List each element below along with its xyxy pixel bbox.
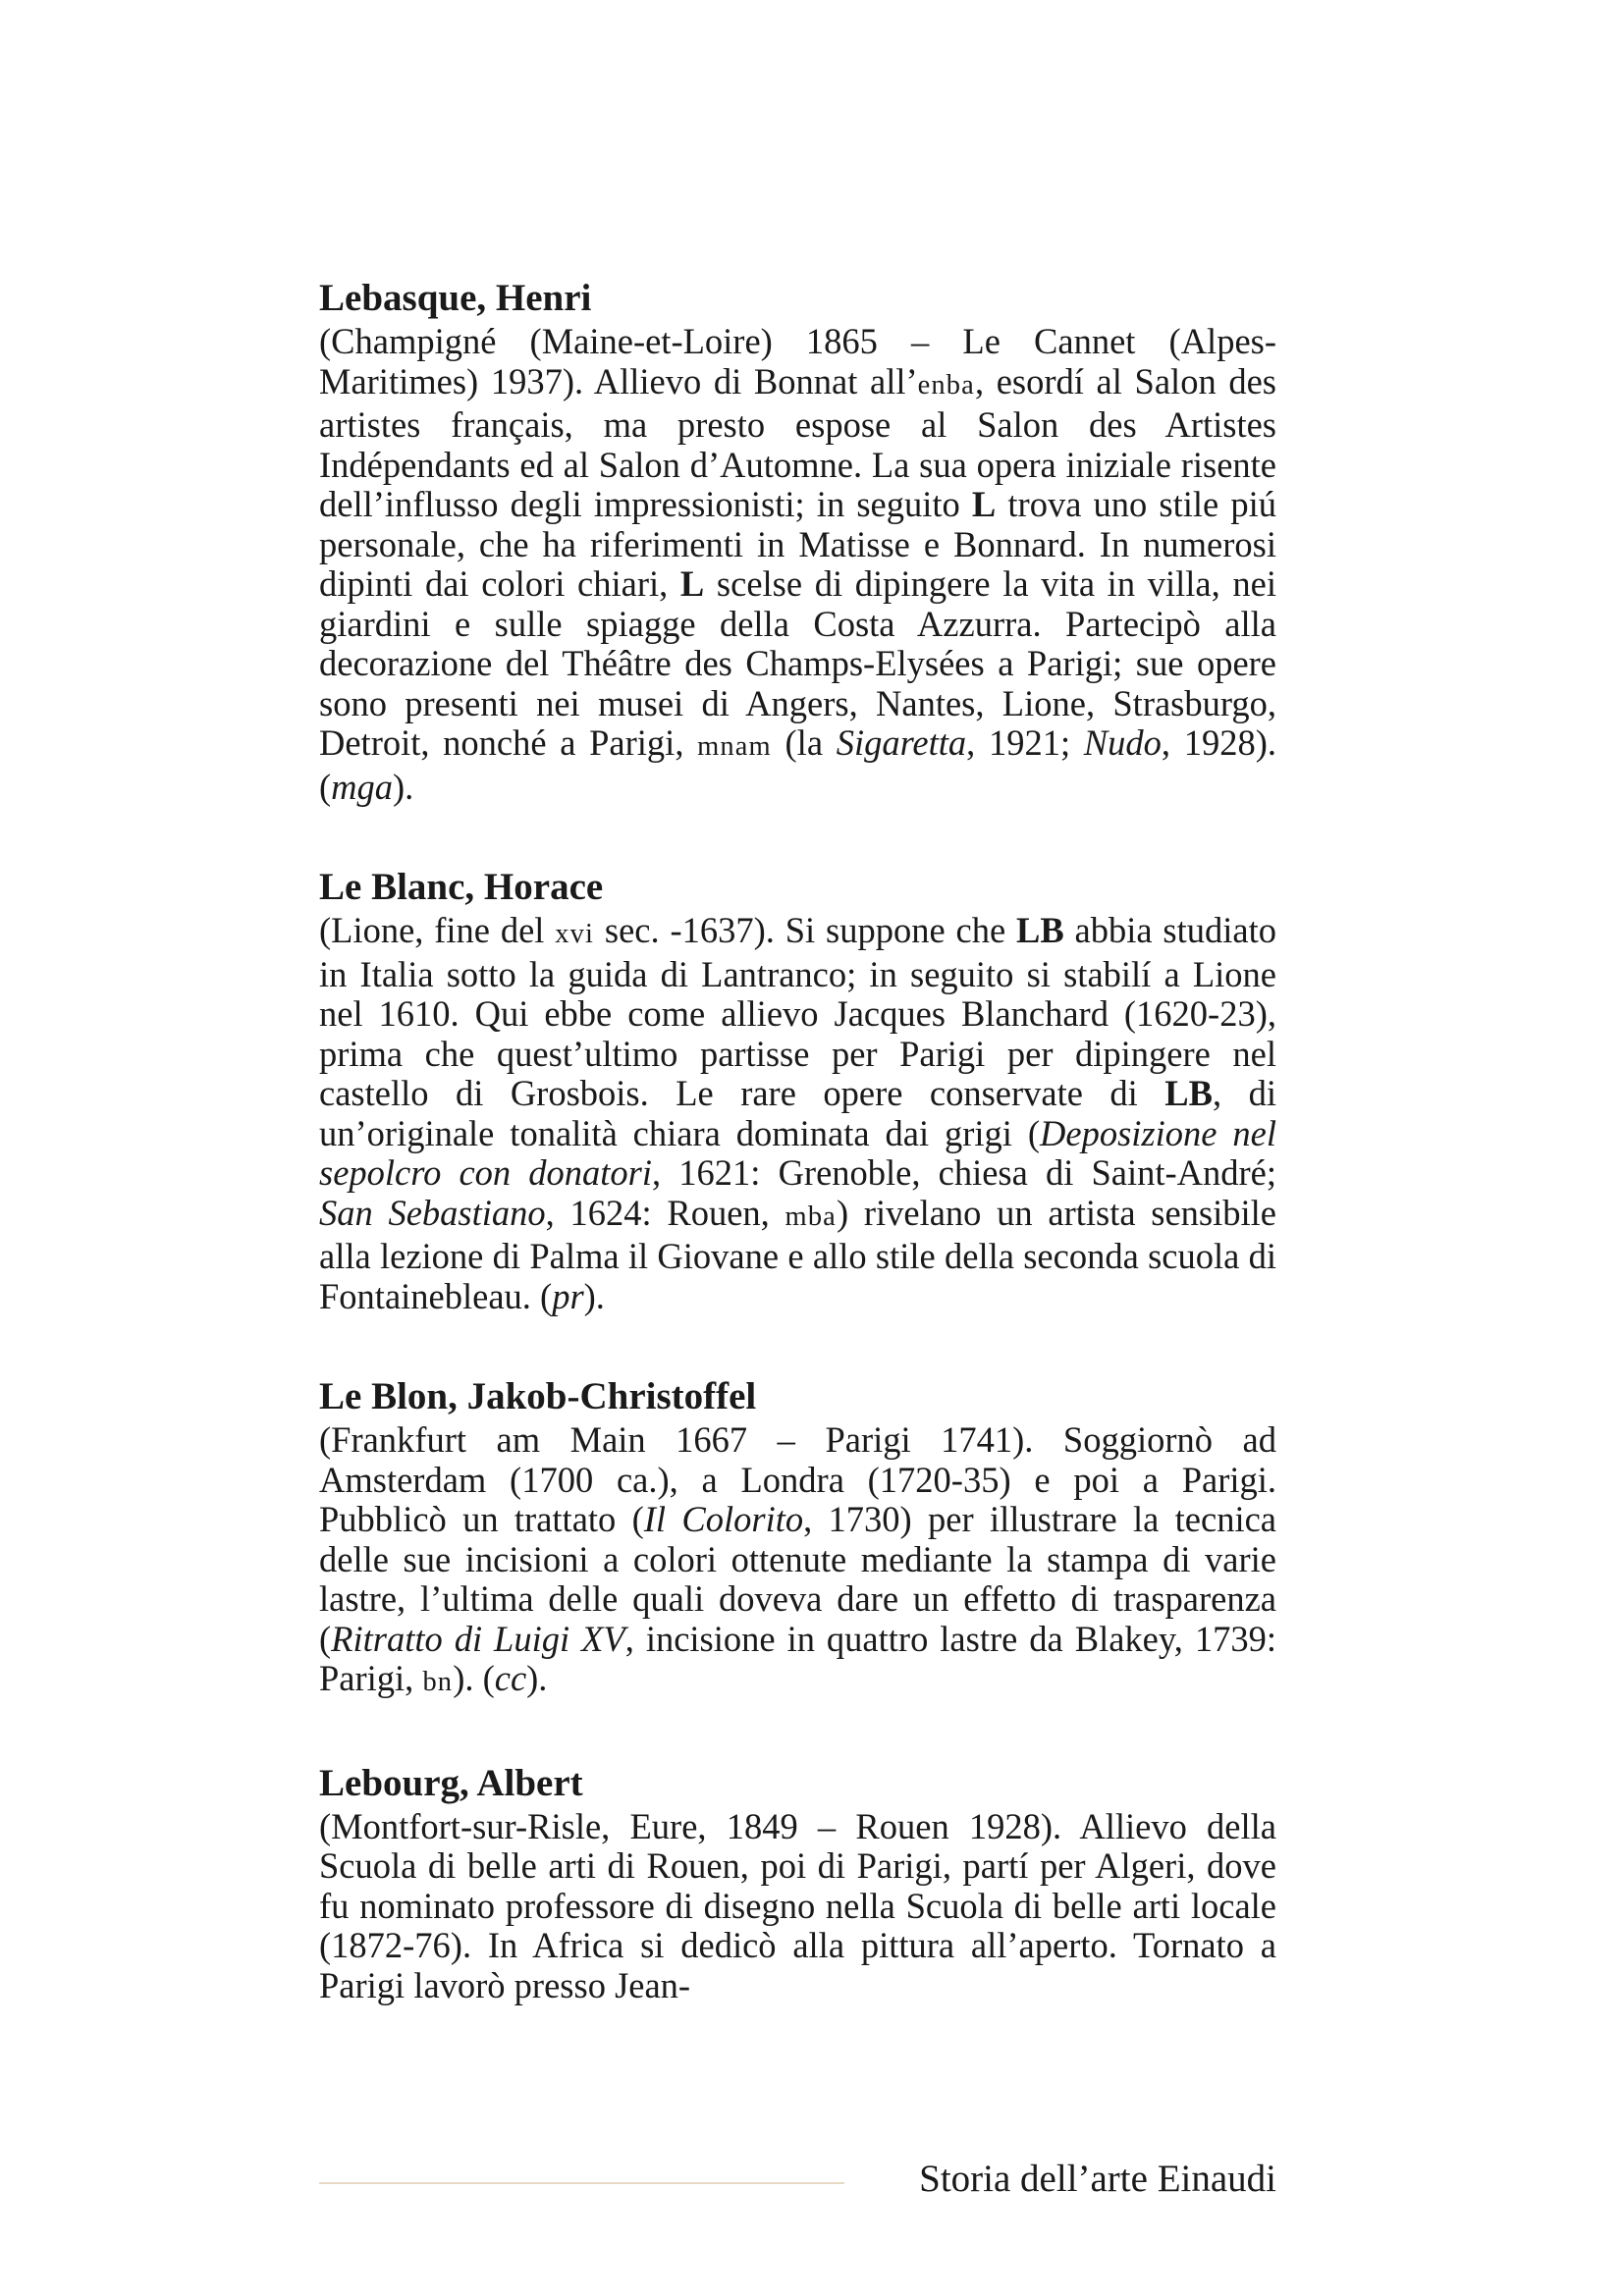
entry-title: Le Blanc, Horace [319,866,604,908]
body-text: , 1621: Grenoble, chiesa di Saint-André; [652,1152,1276,1193]
body-text: ) rivelano un artista sensibile alla lezione di Palma il Giovane e allo stile della seconda scuola di Fontainebleau. ( [319,1192,1277,1316]
body-text: (Lione, fine del [319,910,556,950]
footer-rule [319,2182,844,2184]
italic-text: Sigaretta [836,722,967,763]
entry-title: Le Blon, Jakob-Christoffel [319,1375,757,1417]
body-text: sec. -1637). Si suppone che [594,910,1016,950]
body-text: , 1730) per illustrare la tecnica delle sue incisioni a colori ottenute mediante la stampa di varie lastre, l’ultima delle quali doveva dare un effetto di trasparenza ( [319,1499,1276,1659]
body-text: , 1921; [966,722,1084,763]
body-text: ). [583,1275,605,1316]
body-text: , incisione in quattro lastre da Blakey, 1739: Parigi, [319,1618,1276,1698]
italic-text: Nudo [1083,722,1162,763]
body-text: trova uno stile piú personale, che ha riferimenti in Matisse e Bonnard. In numerosi dipinti dai colori chiari, [319,484,1277,604]
body-text: (Frankfurt am Main 1667 – Parigi 1741). Soggiornò ad Amsterdam (1700 ca.), a Londra (1720-35) e poi a Parigi. Pubblicò un trattato ( [319,1419,1276,1539]
page-footer [319,2155,1276,2204]
italic-text: Ritratto di Luigi XV [331,1618,625,1659]
small-caps-abbrev: mba [784,1201,837,1232]
italic-text: cc [494,1658,527,1698]
entry-body [319,322,1276,807]
italic-text: Il Colorito [643,1499,804,1539]
small-caps-abbrev: enba [917,369,975,400]
body-text: , di un’originale tonalità chiara dominata dai grigi ( [319,1073,1276,1153]
body-text: , esordí al Salon des artistes français, ma presto espose al Salon des Artistes Indépendants ed al Salon d’Automne. La sua opera iniziale risente dell’influsso degli impressionisti; in seguito [319,360,1276,524]
italic-text: pr [552,1275,584,1316]
bold-initials: L [679,563,705,604]
bold-initials: L [971,484,997,524]
italic-text: Deposizione nel sepolcro con donatori [319,1112,1276,1193]
body-text: (Montfort-sur-Risle, Eure, 1849 – Rouen 1928). Allievo della Scuola di belle arti di Rouen, poi di Parigi, partí per Algeri, dove fu nominato professore di disegno nella Scuola di belle arti locale (1872-76). In Africa si dedicò alla pittura all’aperto. Tornato a Parigi lavorò presso Jean- [319,1805,1276,2005]
page-content [319,277,1276,2064]
body-text: abbia studiato in Italia sotto la guida di Lantranco; in seguito si stabilí a Lione nel 1610. Qui ebbe come allievo Jacques Blanchard (1620-23), prima che quest’ultimo partisse per Parigi per dipingere nel castello di Grosbois. Le rare opere conservate di [319,910,1276,1113]
bold-initials: LB [1164,1073,1213,1113]
body-text: scelse di dipingere la vita in villa, nei giardini e sulle spiagge della Costa Azzurra. Partecipò alla decorazione del Théâtre des Champs-Elysées a Parigi; sue opere sono presenti nei musei di Angers, Nantes, Lione, Strasburgo, Detroit, nonché a Parigi, [319,563,1276,763]
small-caps-abbrev: xvi [555,919,595,949]
italic-text: mga [331,766,394,807]
small-caps-abbrev: mnam [697,731,772,762]
entry-le-blon [319,1375,1276,1703]
body-text: , 1624: Rouen, [545,1192,785,1233]
bold-initials: LB [1016,910,1064,950]
entry-title: Lebourg, Albert [319,1761,583,1804]
body-text: ). [526,1658,548,1698]
entry-body [319,1807,1276,2006]
entry-body [319,1420,1276,1703]
body-text: ). ( [453,1658,495,1698]
entry-title: Lebasque, Henri [319,277,592,319]
body-text: , 1928). ( [319,722,1276,807]
entry-body [319,911,1276,1316]
body-text: (la [771,722,837,763]
body-text: ). [393,766,414,807]
entry-lebasque [319,277,1276,807]
italic-text: San Sebastiano [319,1192,546,1233]
small-caps-abbrev: bn [422,1667,454,1697]
entry-le-blanc [319,866,1276,1316]
entry-lebourg [319,1762,1276,2006]
footer-title: Storia dell’arte Einaudi [919,2158,1276,2200]
body-text: (Champigné (Maine-et-Loire) 1865 – Le Cannet (Alpes-Maritimes) 1937). Allievo di Bonnat all’ [319,321,1276,401]
